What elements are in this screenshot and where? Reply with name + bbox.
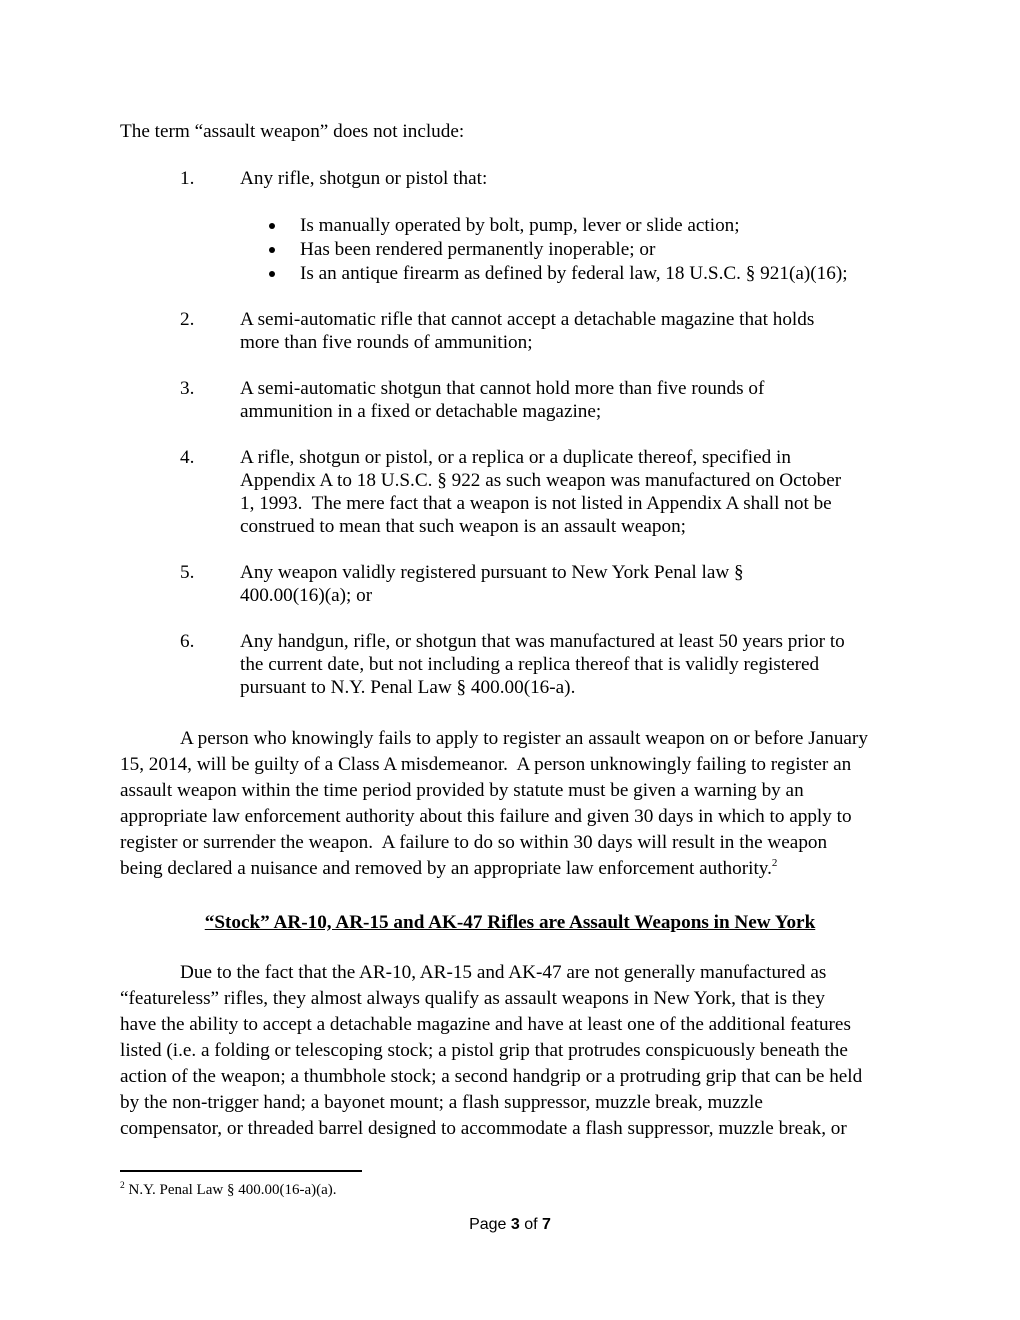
section-heading: “Stock” AR-10, AR-15 and AK-47 Rifles are Assault Weapons in New York — [204, 912, 816, 933]
item-number: 5. — [180, 562, 195, 583]
paragraph-line: appropriate law enforcement authority about this failure and given 30 days in which to apply to — [120, 806, 852, 827]
bullet-text: Has been rendered permanently inoperable; or — [300, 239, 656, 260]
item-text: construed to mean that such weapon is an assault weapon; — [240, 516, 686, 537]
bullet-icon — [269, 271, 275, 277]
item-text: Any handgun, rifle, or shotgun that was manufactured at least 50 years prior to — [240, 631, 845, 652]
item-text: A rifle, shotgun or pistol, or a replica or a duplicate thereof, specified in — [240, 447, 791, 468]
item-text: 1, 1993. The mere fact that a weapon is not listed in Appendix A shall not be — [240, 493, 832, 514]
footnote-number: 2 — [120, 1181, 125, 1191]
bullet-text: Is an antique firearm as defined by federal law, 18 U.S.C. § 921(a)(16); — [300, 263, 848, 284]
item-number: 3. — [180, 378, 195, 399]
item-text: A semi-automatic shotgun that cannot hold more than five rounds of — [240, 378, 765, 399]
paragraph-line: listed (i.e. a folding or telescoping stock; a pistol grip that protrudes conspicuously beneath the — [120, 1040, 848, 1061]
page-of-label: of — [519, 1216, 543, 1233]
current-page: 3 — [510, 1216, 520, 1233]
page-label: Page — [469, 1216, 511, 1233]
paragraph-line: action of the weapon; a thumbhole stock; a second handgrip or a protruding grip that can be held — [120, 1066, 863, 1087]
item-text: more than five rounds of ammunition; — [240, 332, 533, 353]
item-number: 2. — [180, 309, 195, 330]
item-text: pursuant to N.Y. Penal Law § 400.00(16-a). — [240, 677, 576, 698]
paragraph-line: assault weapon within the time period provided by statute must be given a warning by an — [120, 780, 804, 801]
item-text: 400.00(16)(a); or — [240, 585, 373, 606]
item-text: Any weapon validly registered pursuant to New York Penal law § — [240, 562, 744, 583]
paragraph-line: 15, 2014, will be guilty of a Class A misdemeanor. A person unknowingly failing to register an — [120, 754, 852, 775]
paragraph-line: register or surrender the weapon. A failure to do so within 30 days will result in the weapon — [120, 832, 828, 853]
item-number: 1. — [180, 168, 195, 189]
page-number — [0, 1216, 1020, 1234]
paragraph-line: Due to the fact that the AR-10, AR-15 and AK-47 are not generally manufactured as — [180, 962, 827, 983]
bullet-icon — [269, 223, 275, 229]
paragraph-text: being declared a nuisance and removed by an appropriate law enforcement authority. — [120, 858, 772, 879]
paragraph-line: by the non-trigger hand; a bayonet mount; a flash suppressor, muzzle break, muzzle — [120, 1092, 763, 1113]
paragraph-line: “featureless” rifles, they almost always qualify as assault weapons in New York, that is they — [120, 988, 825, 1009]
footnote-separator — [120, 1170, 362, 1172]
footnote-reference[interactable]: 2 — [771, 857, 778, 869]
item-number: 6. — [180, 631, 195, 652]
total-pages: 7 — [542, 1216, 551, 1233]
item-text: the current date, but not including a replica thereof that is validly registered — [240, 654, 820, 675]
footnote-text: N.Y. Penal Law § 400.00(16-a)(a). — [128, 1182, 337, 1198]
paragraph-line: have the ability to accept a detachable magazine and have at least one of the additional features — [120, 1014, 851, 1035]
item-text: ammunition in a fixed or detachable magazine; — [240, 401, 602, 422]
item-number: 4. — [180, 447, 195, 468]
item-text: Any rifle, shotgun or pistol that: — [240, 168, 488, 189]
bullet-text: Is manually operated by bolt, pump, lever or slide action; — [300, 215, 740, 236]
item-text: Appendix A to 18 U.S.C. § 922 as such weapon was manufactured on October — [240, 470, 842, 491]
paragraph-line: A person who knowingly fails to apply to register an assault weapon on or before January — [180, 728, 868, 749]
paragraph-line: compensator, or threaded barrel designed to accommodate a flash suppressor, muzzle break, or — [120, 1118, 847, 1139]
item-text: A semi-automatic rifle that cannot accept a detachable magazine that holds — [240, 309, 815, 330]
footnote — [120, 1181, 337, 1201]
bullet-icon — [269, 247, 275, 253]
intro-text: The term “assault weapon” does not include: — [120, 121, 465, 142]
paragraph-line — [120, 857, 777, 883]
